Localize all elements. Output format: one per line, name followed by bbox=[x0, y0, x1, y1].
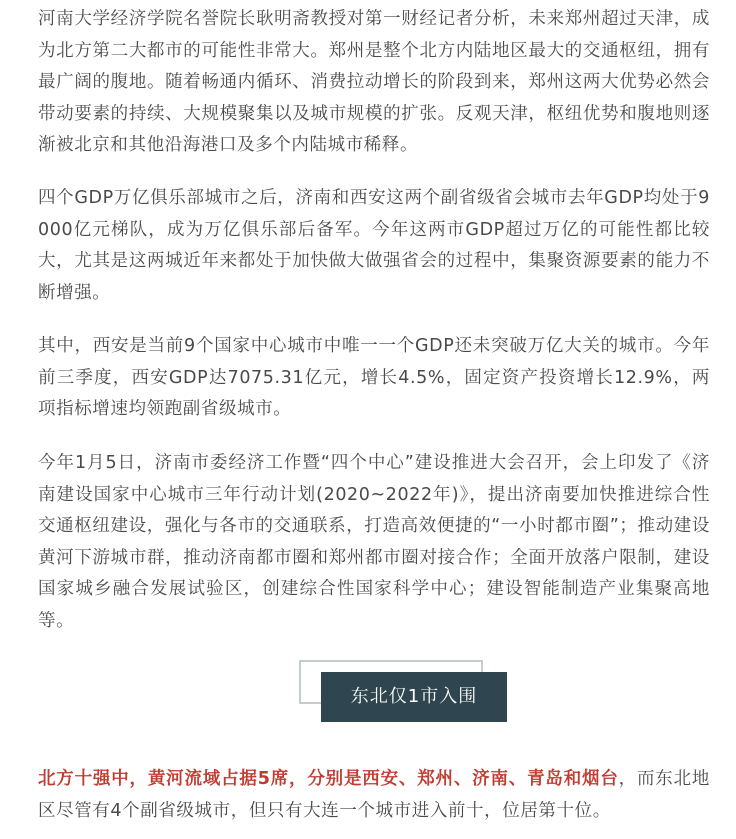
paragraph-northeast bbox=[38, 764, 710, 827]
paragraph-jinan-plan: 今年1月5日，济南市委经济工作暨“四个中心”建设推进大会召开，会上印发了《济南建设国家中心城市三年行动计划(2020~2022年)》，提出济南要加快推进综合性交通枢纽建设，强化与各市的交通联系，打造高效便捷的“一小时都市圈”；推动建设黄河下游城市群，推动济南都市圈和郑州都市圈对接合作；全面开放落户限制，建设国家城乡融合发展试验区，创建综合性国家科学中心；建设智能制造产业集聚高地等。 bbox=[38, 453, 710, 631]
section-heading: 东北仅1市入围 bbox=[321, 672, 507, 722]
highlighted-text: 北方十强中，黄河流域占据5席，分别是西安、郑州、济南、青岛和烟台 bbox=[38, 769, 619, 789]
paragraph-xian-stats: 其中，西安是当前9个国家中心城市中唯一一个GDP还未突破万亿大关的城市。今年前三季度，西安GDP达7075.31亿元，增长4.5%，固定资产投资增长12.9%，两项指标增速均领跑副省级城市。 bbox=[38, 336, 710, 419]
paragraph-jinan-xian-gdp: 四个GDP万亿俱乐部城市之后，济南和西安这两个副省级省会城市去年GDP均处于9000亿元梯队，成为万亿俱乐部后备军。今年这两市GDP超过万亿的可能性都比较大，尤其是这两城近年来都处于加快做大做强省会的过程中，集聚资源要素的能力不断增强。 bbox=[38, 188, 710, 303]
paragraph-zhengzhou-analysis: 河南大学经济学院名誉院长耿明斋教授对第一财经记者分析，未来郑州超过天津，成为北方第二大都市的可能性非常大。郑州是整个北方内陆地区最大的交通枢纽，拥有最广阔的腹地。随着畅通内循环、消费拉动增长的阶段到来，郑州这两大优势必然会带动要素的持续、大规模聚集以及城市规模的扩张。反观天津，枢纽优势和腹地则逐渐被北京和其他沿海港口及多个内陆城市稀释。 bbox=[38, 9, 710, 155]
paragraph-northeast-rest: ，而东北地区尽管有4个副省级城市，但只有大连一个城市进入前十，位居第十位。 bbox=[38, 769, 711, 821]
section-heading-box bbox=[299, 660, 507, 730]
